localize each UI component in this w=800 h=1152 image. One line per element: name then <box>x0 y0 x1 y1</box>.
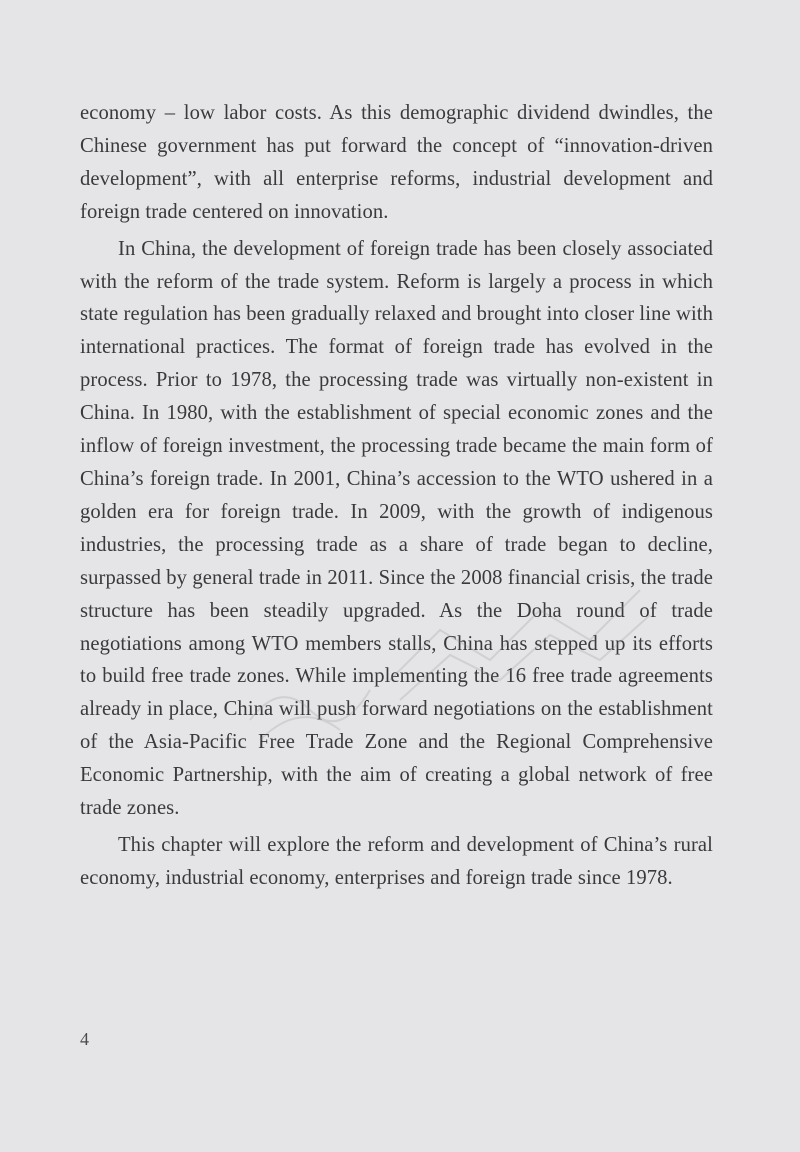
paragraph-foreign-trade-reform: In China, the development of foreign trade has been closely associated with the reform of the trade system. Reform is largely a process in which state regulation has been gradually relaxed and brought into closer line with international practices. The format of foreign trade has evolved in the process. Prior to 1978, the processing trade was virtually non-existent in China. In 1980, with the establishment of special economic zones and the inflow of foreign investment, the processing trade became the main form of China’s foreign trade. In 2001, China’s accession to the WTO ushered in a golden era for foreign trade. In 2009, with the growth of indigenous industries, the processing trade as a share of trade began to decline, surpassed by general trade in 2011. Since the 2008 financial crisis, the trade structure has been steadily upgraded. As the Doha round of trade negotiations among WTO members stalls, China has stepped up its efforts to build free trade zones. While implementing the 16 free trade agreements already in place, China will push forward negotiations on the establishment of the Asia-Pacific Free Trade Zone and the Regional Comprehensive Economic Partnership, with the aim of creating a global network of free trade zones. <box>80 237 713 820</box>
paragraph-chapter-overview: This chapter will explore the reform and development of China’s rural economy, industrial economy, enterprises and foreign trade since 1978. <box>80 833 713 889</box>
body-text <box>80 97 713 899</box>
page-number: 4 <box>80 1029 89 1049</box>
paragraph-continuation: economy – low labor costs. As this demographic dividend dwindles, the Chinese government has put forward the concept of “innovation-driven development”, with all enterprise reforms, industrial development and foreign trade centered on innovation. <box>80 102 713 223</box>
